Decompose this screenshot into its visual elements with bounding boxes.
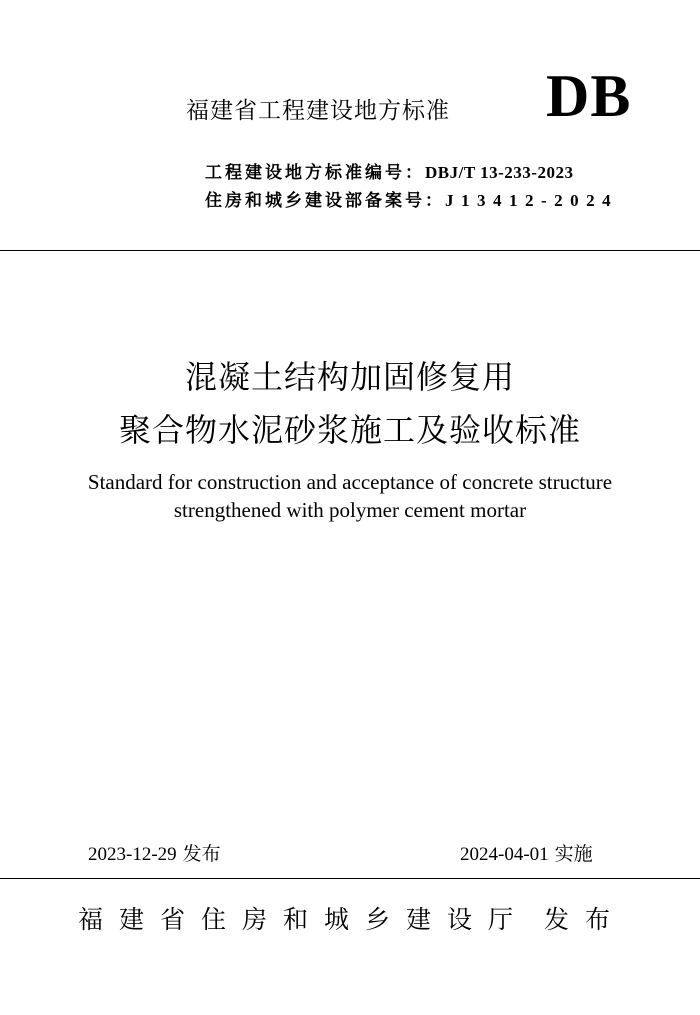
implement-date-row — [460, 839, 593, 866]
title-cn-line1: 混凝土结构加固修复用 — [184, 358, 515, 396]
issue-date-row — [88, 839, 221, 866]
filing-number-value: J13412-2024 — [445, 191, 619, 210]
publisher-name: 福建省住房和城乡建设厅 — [78, 905, 530, 934]
db-mark: DB — [546, 63, 632, 129]
bottom-divider — [0, 878, 700, 879]
standard-number-row — [205, 158, 573, 183]
title-en-line1: Standard for construction and acceptance of concrete structure — [87, 470, 613, 494]
top-divider — [0, 250, 700, 251]
filing-number-label: 住房和城乡建设部备案号： — [205, 191, 445, 211]
publish-label: 发布 — [544, 905, 627, 934]
filing-number-row — [205, 186, 618, 211]
implement-date: 2024-04-01 — [460, 844, 549, 865]
implement-label: 实施 — [554, 843, 593, 865]
standard-number-value: DBJ/T 13-233-2023 — [425, 163, 574, 182]
issue-date: 2023-12-29 — [88, 844, 177, 865]
standard-number-label: 工程建设地方标准编号： — [205, 163, 425, 183]
issue-label: 发布 — [182, 843, 221, 865]
standard-type-label: 福建省工程建设地方标准 — [186, 98, 450, 124]
title-cn-line2: 聚合物水泥砂浆施工及验收标准 — [118, 411, 581, 449]
title-en-line2: strengthened with polymer cement mortar — [173, 498, 527, 522]
